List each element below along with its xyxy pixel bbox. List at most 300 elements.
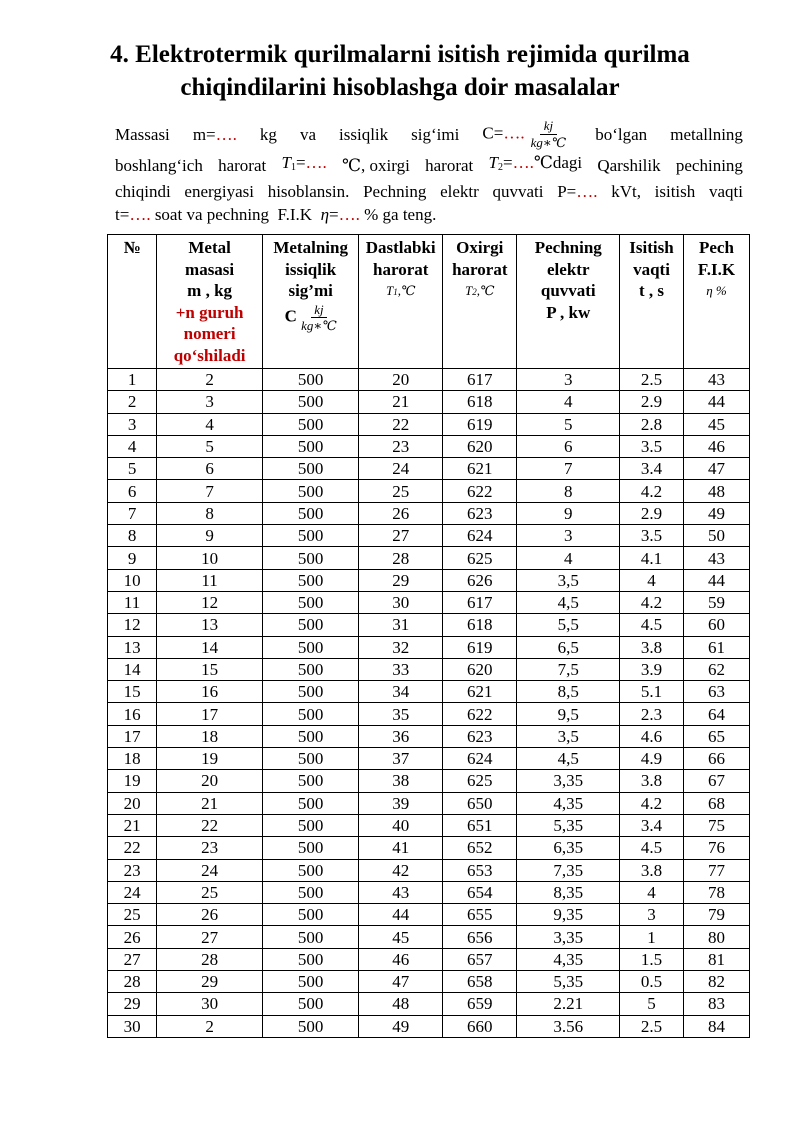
efficiency-cell: 76 [683,837,749,859]
initial-temp-cell: 39 [359,792,443,814]
heat-capacity-cell: 500 [262,636,358,658]
statement-word: C=…. $\frac{kj}{kg∗℃}$ [482,118,567,150]
time-cell: 4.2 [620,591,684,613]
initial-temp-cell: 44 [359,904,443,926]
statement-word: Qarshilik [597,155,661,175]
initial-temp-cell: 36 [359,725,443,747]
row-number-cell: 26 [108,926,157,948]
efficiency-cell: 43 [683,547,749,569]
power-cell: 3,35 [517,770,620,792]
statement-word: elektr [440,181,479,201]
time-cell: 2.5 [620,369,684,391]
statement-word: quvvati [492,181,544,201]
efficiency-cell: 75 [683,814,749,836]
statement-word: ℃, oxirgi [342,155,410,175]
row-number-cell: 29 [108,993,157,1015]
power-cell: 6,35 [517,837,620,859]
row-number-cell: 8 [108,525,157,547]
initial-temp-cell: 41 [359,837,443,859]
efficiency-cell: 79 [683,904,749,926]
final-temp-cell: 659 [443,993,517,1015]
time-cell: 1.5 [620,948,684,970]
initial-temp-cell: 25 [359,480,443,502]
statement-word: vaqti [708,181,743,201]
heat-capacity-cell: 500 [262,814,358,836]
efficiency-cell: 84 [683,1015,749,1037]
final-temp-cell: 653 [443,859,517,881]
initial-temp-cell: 34 [359,681,443,703]
row-number-cell: 10 [108,569,157,591]
statement-word: bo‘lgan [595,124,648,144]
statement-word: harorat [425,155,474,175]
efficiency-cell: 50 [683,525,749,547]
efficiency-cell: 46 [683,435,749,457]
row-number-cell: 13 [108,636,157,658]
metal-mass-cell: 29 [157,971,263,993]
final-temp-cell: 618 [443,614,517,636]
initial-temp-cell: 27 [359,525,443,547]
efficiency-cell: 77 [683,859,749,881]
problem-statement [115,118,743,227]
power-cell: 5,5 [517,614,620,636]
heat-capacity-cell: 500 [262,904,358,926]
metal-mass-cell: 13 [157,614,263,636]
power-cell: 8 [517,480,620,502]
power-cell: 9,5 [517,703,620,725]
initial-temp-cell: 30 [359,591,443,613]
row-number-cell: 19 [108,770,157,792]
statement-line-3 [115,180,743,204]
initial-temp-cell: 40 [359,814,443,836]
efficiency-cell: 78 [683,881,749,903]
metal-mass-cell: 14 [157,636,263,658]
power-cell: 4 [517,391,620,413]
table-row [108,837,750,859]
heat-capacity-cell: 500 [262,725,358,747]
time-cell: 5 [620,993,684,1015]
heat-capacity-cell: 500 [262,458,358,480]
initial-temp-cell: 24 [359,458,443,480]
time-cell: 4.2 [620,792,684,814]
time-cell: 4.6 [620,725,684,747]
table-row [108,703,750,725]
header-initial-temperature: Dastlabki harorat T1,℃ [359,235,443,369]
efficiency-cell: 45 [683,413,749,435]
metal-mass-cell: 15 [157,658,263,680]
table-row [108,502,750,524]
power-cell: 6,5 [517,636,620,658]
metal-mass-cell: 16 [157,681,263,703]
title-line-1: 4. Elektrotermik qurilmalarni isitish rejimida qurilma [110,41,690,68]
final-temp-cell: 658 [443,971,517,993]
final-temp-cell: 623 [443,725,517,747]
row-number-cell: 21 [108,814,157,836]
header-furnace-power: Pechning elektr quvvati P , kw [517,235,620,369]
header-heat-capacity: Metalning issiqlik sig’mi C $\frac{kj}{kg∗℃}$ [262,235,358,369]
metal-mass-cell: 21 [157,792,263,814]
row-number-cell: 22 [108,837,157,859]
heat-capacity-cell: 500 [262,948,358,970]
time-cell: 4.1 [620,547,684,569]
final-temp-cell: 621 [443,458,517,480]
table-row [108,614,750,636]
power-cell: 4,35 [517,948,620,970]
table-row [108,547,750,569]
initial-temp-cell: 46 [359,948,443,970]
metal-mass-cell: 12 [157,591,263,613]
power-cell: 3,35 [517,926,620,948]
placeholder-dots: …. [305,153,327,172]
table-row [108,748,750,770]
time-cell: 0.5 [620,971,684,993]
title-line-2: chiqindilarini hisoblashga doir masalalar [180,74,620,101]
data-table [107,234,750,1038]
final-temp-cell: 622 [443,703,517,725]
efficiency-cell: 80 [683,926,749,948]
efficiency-cell: 43 [683,369,749,391]
heat-capacity-cell: 500 [262,614,358,636]
heat-capacity-cell: 500 [262,502,358,524]
heat-capacity-cell: 500 [262,435,358,457]
final-temp-cell: 651 [443,814,517,836]
time-cell: 3.5 [620,525,684,547]
efficiency-cell: 44 [683,391,749,413]
statement-word: kVt, [611,181,641,201]
time-cell: 1 [620,926,684,948]
statement-word: isitish [654,181,696,201]
statement-word: Massasi [115,124,170,144]
efficiency-cell: 65 [683,725,749,747]
time-cell: 4.5 [620,837,684,859]
final-temp-cell: 650 [443,792,517,814]
table-row [108,525,750,547]
row-number-cell: 9 [108,547,157,569]
row-number-cell: 12 [108,614,157,636]
power-cell: 5,35 [517,814,620,836]
heat-capacity-cell: 500 [262,547,358,569]
final-temp-cell: 654 [443,881,517,903]
metal-mass-cell: 7 [157,480,263,502]
heat-capacity-cell: 500 [262,525,358,547]
time-cell: 2.8 [620,413,684,435]
header-heating-time: Isitish vaqti t , s [620,235,684,369]
heat-capacity-cell: 500 [262,703,358,725]
time-cell: 3.8 [620,859,684,881]
initial-temp-cell: 21 [359,391,443,413]
row-number-cell: 14 [108,658,157,680]
table-row [108,569,750,591]
row-number-cell: 25 [108,904,157,926]
heat-capacity-cell: 500 [262,1015,358,1037]
time-cell: 3.4 [620,458,684,480]
row-number-cell: 17 [108,725,157,747]
time-cell: 3 [620,904,684,926]
initial-temp-cell: 26 [359,502,443,524]
row-number-cell: 18 [108,748,157,770]
table-row [108,993,750,1015]
table-row [108,458,750,480]
initial-temp-cell: 32 [359,636,443,658]
row-number-cell: 23 [108,859,157,881]
table-row [108,658,750,680]
power-cell: 9,35 [517,904,620,926]
efficiency-cell: 64 [683,703,749,725]
time-cell: 4.5 [620,614,684,636]
table-row [108,1015,750,1037]
power-cell: 3 [517,525,620,547]
heat-capacity-cell: 500 [262,859,358,881]
power-cell: 5 [517,413,620,435]
efficiency-cell: 44 [683,569,749,591]
final-temp-cell: 619 [443,413,517,435]
initial-temp-cell: 29 [359,569,443,591]
power-cell: 4 [517,547,620,569]
final-temp-cell: 617 [443,591,517,613]
heat-capacity-cell: 500 [262,792,358,814]
metal-mass-cell: 10 [157,547,263,569]
heat-capacity-cell: 500 [262,369,358,391]
row-number-cell: 30 [108,1015,157,1037]
efficiency-cell: 59 [683,591,749,613]
metal-mass-cell: 18 [157,725,263,747]
statement-word: $T_2=\dots.℃dagi$ [488,153,583,173]
power-cell: 3 [517,369,620,391]
table-row [108,904,750,926]
power-cell: 7,5 [517,658,620,680]
metal-mass-cell: 27 [157,926,263,948]
table-row [108,413,750,435]
initial-temp-cell: 20 [359,369,443,391]
table-row [108,859,750,881]
time-cell: 3.5 [620,435,684,457]
efficiency-cell: 62 [683,658,749,680]
statement-word: issiqlik [339,124,389,144]
table-row [108,435,750,457]
time-cell: 3.4 [620,814,684,836]
heat-capacity-cell: 500 [262,748,358,770]
statement-word: pechining [675,155,743,175]
initial-temp-cell: 38 [359,770,443,792]
row-number-cell: 6 [108,480,157,502]
final-temp-cell: 618 [443,391,517,413]
final-temp-cell: 660 [443,1015,517,1037]
initial-temp-cell: 47 [359,971,443,993]
power-cell: 4,35 [517,792,620,814]
time-cell: 3.8 [620,636,684,658]
initial-temp-cell: 43 [359,881,443,903]
final-temp-cell: 620 [443,435,517,457]
power-cell: 5,35 [517,971,620,993]
placeholder-dots: …. [576,181,598,201]
statement-line-2 [115,151,743,180]
final-temp-cell: 617 [443,369,517,391]
power-cell: 7,35 [517,859,620,881]
power-cell: 3.56 [517,1015,620,1037]
initial-temp-cell: 45 [359,926,443,948]
efficiency-cell: 66 [683,748,749,770]
time-cell: 2.9 [620,391,684,413]
statement-word: m=…. [192,124,237,144]
metal-mass-cell: 2 [157,369,263,391]
table-row [108,681,750,703]
metal-mass-cell: 5 [157,435,263,457]
heat-capacity-cell: 500 [262,837,358,859]
final-temp-cell: 656 [443,926,517,948]
metal-mass-cell: 2 [157,1015,263,1037]
row-number-cell: 5 [108,458,157,480]
metal-mass-cell: 11 [157,569,263,591]
heat-capacity-cell: 500 [262,480,358,502]
metal-mass-cell: 24 [157,859,263,881]
time-cell: 3.9 [620,658,684,680]
table-row [108,725,750,747]
metal-mass-cell: 30 [157,993,263,1015]
metal-mass-cell: 8 [157,502,263,524]
efficiency-cell: 68 [683,792,749,814]
row-number-cell: 27 [108,948,157,970]
final-temp-cell: 622 [443,480,517,502]
unit-fraction: $\frac{kj}{kg∗℃}$ [301,301,337,333]
row-number-cell: 16 [108,703,157,725]
heat-capacity-cell: 500 [262,591,358,613]
initial-temp-cell: 23 [359,435,443,457]
placeholder-dots: …. [512,153,534,172]
initial-temp-cell: 35 [359,703,443,725]
initial-temp-cell: 33 [359,658,443,680]
heat-capacity-cell: 500 [262,413,358,435]
table-row [108,391,750,413]
efficiency-cell: 47 [683,458,749,480]
metal-mass-cell: 17 [157,703,263,725]
final-temp-cell: 624 [443,525,517,547]
statement-word: hisoblansin. [267,181,350,201]
heat-capacity-cell: 500 [262,681,358,703]
heat-capacity-cell: 500 [262,926,358,948]
header-metal-mass: Metal masasi m , kg +n guruh nomeri qo‘shiladi [157,235,263,369]
efficiency-cell: 60 [683,614,749,636]
metal-mass-cell: 23 [157,837,263,859]
page-title [100,38,700,104]
time-cell: 3.8 [620,770,684,792]
statement-word: metallning [670,124,743,144]
final-temp-cell: 655 [443,904,517,926]
metal-mass-cell: 3 [157,391,263,413]
initial-temp-cell: 22 [359,413,443,435]
power-cell: 2.21 [517,993,620,1015]
statement-word: harorat [218,155,267,175]
heat-capacity-cell: 500 [262,391,358,413]
heat-capacity-cell: 500 [262,881,358,903]
statement-word: Pechning [363,181,427,201]
time-cell: 2.9 [620,502,684,524]
table-row [108,881,750,903]
row-number-cell: 15 [108,681,157,703]
final-temp-cell: 621 [443,681,517,703]
final-temp-cell: 620 [443,658,517,680]
time-cell: 4.2 [620,480,684,502]
initial-temp-cell: 28 [359,547,443,569]
row-number-cell: 1 [108,369,157,391]
header-final-temperature: Oxirgi harorat T2,℃ [443,235,517,369]
heat-capacity-cell: 500 [262,658,358,680]
efficiency-cell: 48 [683,480,749,502]
metal-mass-cell: 26 [157,904,263,926]
table-row [108,369,750,391]
time-cell: 4 [620,569,684,591]
placeholder-dots: …. [215,124,237,144]
heat-capacity-cell: 500 [262,569,358,591]
final-temp-cell: 619 [443,636,517,658]
final-temp-cell: 625 [443,547,517,569]
statement-word: energiyasi [184,181,254,201]
statement-word: chiqindi [115,181,171,201]
initial-temp-cell: 31 [359,614,443,636]
metal-mass-cell: 20 [157,770,263,792]
power-cell: 4,5 [517,591,620,613]
heat-capacity-cell: 500 [262,993,358,1015]
metal-mass-cell: 19 [157,748,263,770]
initial-temp-cell: 49 [359,1015,443,1037]
table-row [108,948,750,970]
efficiency-cell: 83 [683,993,749,1015]
power-cell: 8,5 [517,681,620,703]
power-cell: 7 [517,458,620,480]
row-number-cell: 11 [108,591,157,613]
efficiency-cell: 49 [683,502,749,524]
header-number: № [108,235,157,369]
heat-capacity-cell: 500 [262,971,358,993]
metal-mass-cell: 28 [157,948,263,970]
initial-temp-cell: 42 [359,859,443,881]
initial-temp-cell: 37 [359,748,443,770]
table-row [108,636,750,658]
final-temp-cell: 623 [443,502,517,524]
time-cell: 4.9 [620,748,684,770]
statement-line-1 [115,118,743,151]
initial-temp-cell: 48 [359,993,443,1015]
statement-word: va [299,124,316,144]
unit-fraction: $\frac{kj}{kg∗℃}$ [530,118,567,150]
metal-mass-cell: 4 [157,413,263,435]
table-row [108,926,750,948]
table-header-row [108,235,750,369]
table-row [108,770,750,792]
power-cell: 8,35 [517,881,620,903]
power-cell: 3,5 [517,569,620,591]
final-temp-cell: 624 [443,748,517,770]
efficiency-cell: 81 [683,948,749,970]
statement-word: $T_1=\dots$. [281,153,327,173]
metal-mass-cell: 6 [157,458,263,480]
power-cell: 9 [517,502,620,524]
placeholder-dots: …. [129,205,151,224]
efficiency-cell: 63 [683,681,749,703]
table-row [108,480,750,502]
statement-word: boshlang‘ich [115,155,203,175]
row-number-cell: 2 [108,391,157,413]
row-number-cell: 7 [108,502,157,524]
metal-mass-cell: 25 [157,881,263,903]
heat-capacity-cell: 500 [262,770,358,792]
final-temp-cell: 657 [443,948,517,970]
row-number-cell: 4 [108,435,157,457]
header-efficiency: Pech F.I.K η % [683,235,749,369]
statement-word: sig‘imi [411,124,460,144]
row-number-cell: 24 [108,881,157,903]
efficiency-cell: 82 [683,971,749,993]
statement-word: P=…. [557,181,598,201]
statement-line-4: t=…. soat va pechning F.I.K η=…. % ga teng. [115,205,437,224]
